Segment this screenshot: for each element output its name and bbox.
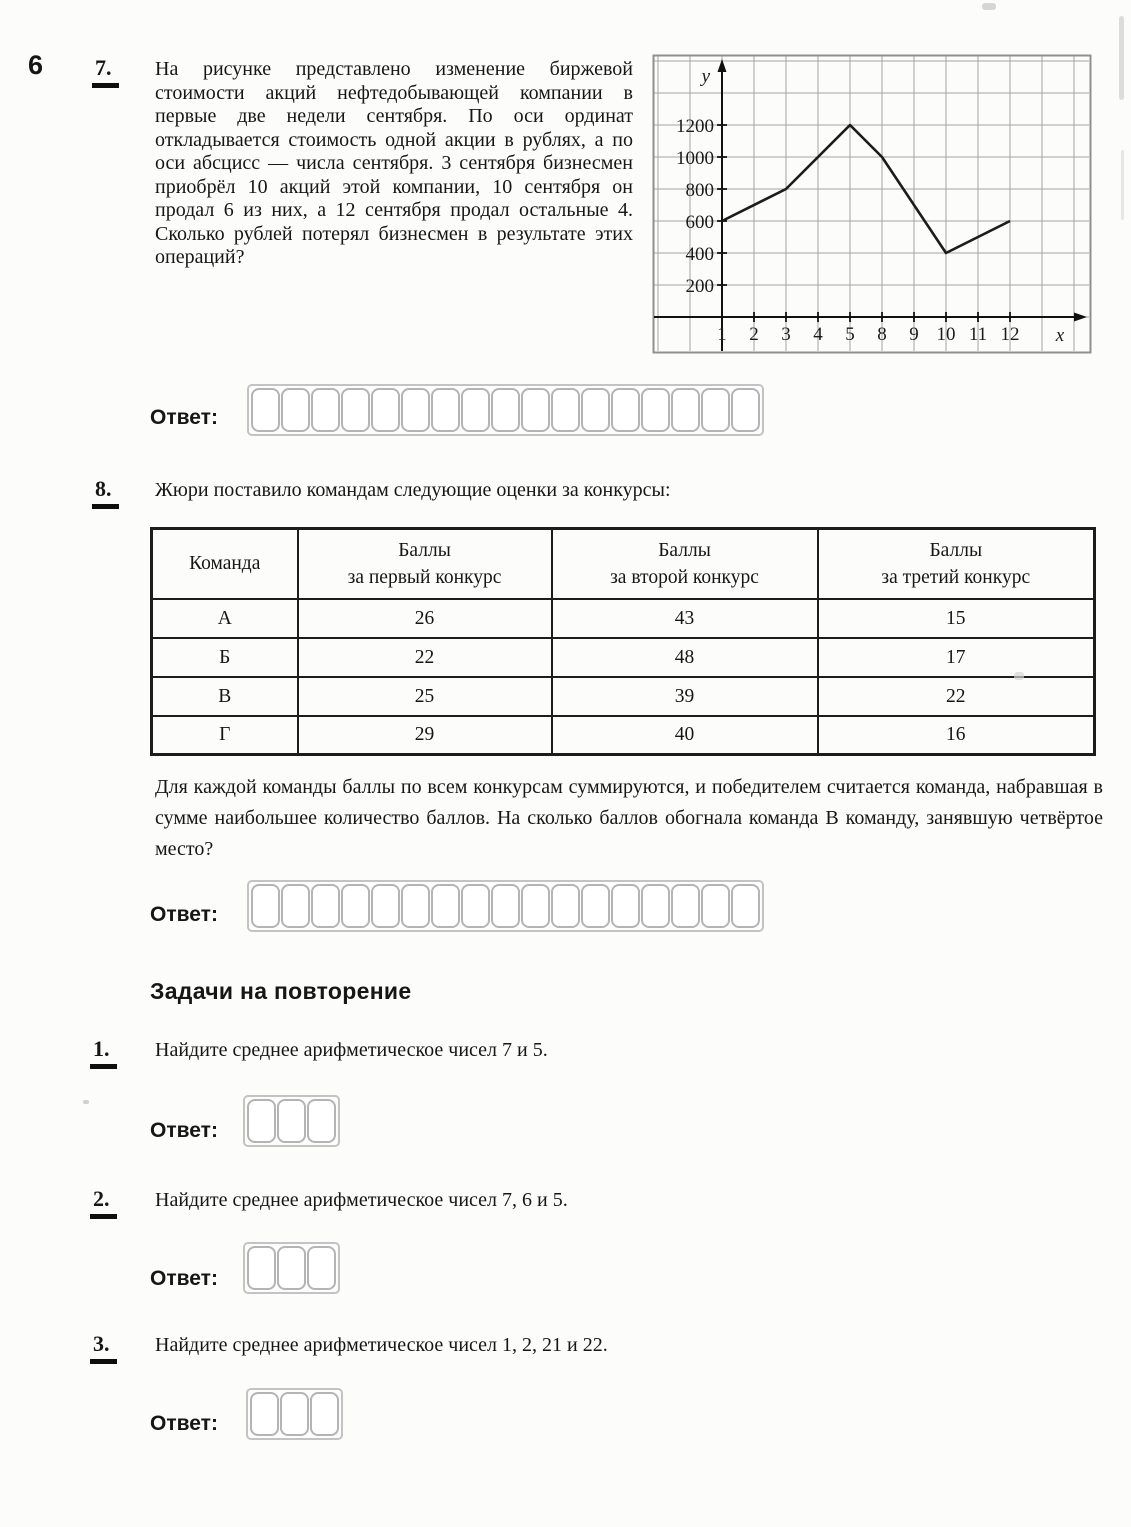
score-cell: 25 [298, 677, 552, 716]
score-cell: 29 [298, 716, 552, 755]
problem7-number: 7. [92, 55, 119, 88]
answer-cell [281, 884, 310, 928]
svg-text:200: 200 [685, 276, 714, 297]
header-line: Команда [189, 553, 261, 575]
answer-cell [311, 884, 340, 928]
answer-cell [551, 388, 580, 432]
header-line: Баллы [929, 539, 983, 561]
table-row [152, 716, 1095, 755]
svg-text:8: 8 [877, 324, 887, 345]
svg-text:400: 400 [685, 244, 714, 265]
answer-cell [277, 1099, 306, 1143]
answer-cell [431, 884, 460, 928]
scan-artifact [1014, 672, 1024, 680]
answer-cell [310, 1392, 339, 1436]
answer-cell [401, 388, 430, 432]
answer-cell [731, 388, 760, 432]
problem8-question: Для каждой команды баллы по всем конкурсам суммируются, и победителем считается команда, набравшая в сумме наибольшее количество баллов. На сколько баллов обогнала команда В команду, занявшую четвёртое место? [155, 776, 1103, 860]
col-header-contest3 [818, 529, 1095, 599]
answer-review2-strip[interactable] [243, 1242, 340, 1294]
score-cell: 22 [818, 677, 1095, 716]
score-cell: 15 [818, 599, 1095, 638]
team-cell: Г [152, 716, 298, 755]
svg-text:1200: 1200 [676, 116, 714, 137]
answer8-label: Ответ: [150, 903, 218, 926]
header-line: за первый конкурс [347, 566, 502, 588]
stock-chart [652, 54, 1092, 354]
review2-text: Найдите среднее арифметическое чисел 7, 6 и 5. [155, 1189, 568, 1211]
svg-text:y: y [701, 66, 710, 87]
table-row [152, 638, 1095, 677]
scan-artifact [1121, 150, 1124, 220]
answer-cell [277, 1246, 306, 1290]
answer-cell [491, 388, 520, 432]
svg-text:12: 12 [1000, 324, 1020, 345]
svg-text:10: 10 [936, 324, 956, 345]
problem8-number: 8. [92, 476, 119, 509]
answer-cell [521, 884, 550, 928]
svg-text:x: x [1055, 325, 1065, 346]
answer-cell [307, 1099, 336, 1143]
team-cell: В [152, 677, 298, 716]
answer7-label: Ответ: [150, 406, 218, 429]
team-cell: А [152, 599, 298, 638]
problem7-text: На рисунке представлено изменение биржевой стоимости акций нефтедобывающей компании в первые две недели сентября. По оси ординат откладывается стоимость одной акции в рублях, а по оси абсцисс — числа сентября. 3 сентября бизнесмен приобрёл 10 акций этой компании, 10 сентября он продал 6 из них, а 12 сентября продал остальные 4. Сколько рублей потерял бизнесмен в результате этих операций? [155, 58, 633, 268]
score-cell: 40 [552, 716, 818, 755]
col-header-contest1 [298, 529, 552, 599]
answer-cell [247, 1246, 276, 1290]
review2-number: 2. [90, 1186, 117, 1219]
scan-artifact [83, 1100, 89, 1104]
answer-cell [521, 388, 550, 432]
answer-cell [491, 884, 520, 928]
answer-review2-label: Ответ: [150, 1267, 218, 1290]
review-heading: Задачи на повторение [150, 978, 412, 1004]
header-line: Баллы [398, 539, 451, 561]
answer-cell [247, 1099, 276, 1143]
answer-review3-strip[interactable] [246, 1388, 343, 1440]
answer-cell [250, 1392, 279, 1436]
score-cell: 16 [818, 716, 1095, 755]
answer-cell [581, 884, 610, 928]
table-row [152, 599, 1095, 638]
review1-number: 1. [90, 1036, 117, 1069]
answer-review1-strip[interactable] [243, 1095, 340, 1147]
svg-text:5: 5 [845, 324, 855, 345]
answer-cell [551, 884, 580, 928]
header-line: за второй конкурс [610, 566, 759, 588]
answer-cell [581, 388, 610, 432]
svg-text:600: 600 [685, 212, 714, 233]
svg-text:800: 800 [685, 180, 714, 201]
score-cell: 39 [552, 677, 818, 716]
answer-cell [371, 388, 400, 432]
svg-text:4: 4 [813, 324, 823, 345]
answer-cell [307, 1246, 336, 1290]
scan-artifact [1119, 16, 1124, 100]
header-line: за третий конкурс [881, 566, 1031, 588]
svg-text:9: 9 [909, 324, 919, 345]
table-row [152, 677, 1095, 716]
answer-cell [371, 884, 400, 928]
answer-cell [461, 884, 490, 928]
answer-cell [281, 388, 310, 432]
col-header-contest2 [552, 529, 818, 599]
svg-text:3: 3 [781, 324, 791, 345]
score-cell: 26 [298, 599, 552, 638]
score-cell: 48 [552, 638, 818, 677]
answer-cell [431, 388, 460, 432]
answer-review3-label: Ответ: [150, 1412, 218, 1435]
score-cell: 43 [552, 599, 818, 638]
answer-cell [641, 884, 670, 928]
header-line: Баллы [658, 539, 711, 561]
svg-text:2: 2 [749, 324, 759, 345]
answer-cell [611, 388, 640, 432]
score-cell: 22 [298, 638, 552, 677]
answer-cell [401, 884, 430, 928]
answer-cell [671, 388, 700, 432]
answer-cell [641, 388, 670, 432]
answer-cell [461, 388, 490, 432]
answer-cell [341, 388, 370, 432]
scan-artifact [982, 3, 996, 10]
review1-text: Найдите среднее арифметическое чисел 7 и 5. [155, 1039, 548, 1061]
answer-cell [701, 388, 730, 432]
answer-cell [280, 1392, 309, 1436]
svg-text:1: 1 [717, 324, 727, 345]
answer-review1-label: Ответ: [150, 1119, 218, 1142]
answer7-strip[interactable] [247, 384, 764, 436]
problem8-intro: Жюри поставило командам следующие оценки за конкурсы: [155, 479, 671, 501]
answer-cell [251, 884, 280, 928]
answer8-strip[interactable] [247, 880, 764, 932]
review3-number: 3. [90, 1331, 117, 1364]
answer-cell [671, 884, 700, 928]
svg-text:11: 11 [968, 324, 988, 345]
answer-cell [731, 884, 760, 928]
team-cell: Б [152, 638, 298, 677]
answer-cell [611, 884, 640, 928]
answer-cell [251, 388, 280, 432]
col-header-team [152, 529, 298, 599]
page-number: 6 [28, 50, 44, 80]
answer-cell [701, 884, 730, 928]
scores-table [150, 527, 1096, 756]
answer-cell [311, 388, 340, 432]
answer-cell [341, 884, 370, 928]
table-header-row [152, 529, 1095, 599]
score-cell: 17 [818, 638, 1095, 677]
svg-text:1000: 1000 [676, 148, 714, 169]
review3-text: Найдите среднее арифметическое чисел 1, 2, 21 и 22. [155, 1334, 608, 1356]
